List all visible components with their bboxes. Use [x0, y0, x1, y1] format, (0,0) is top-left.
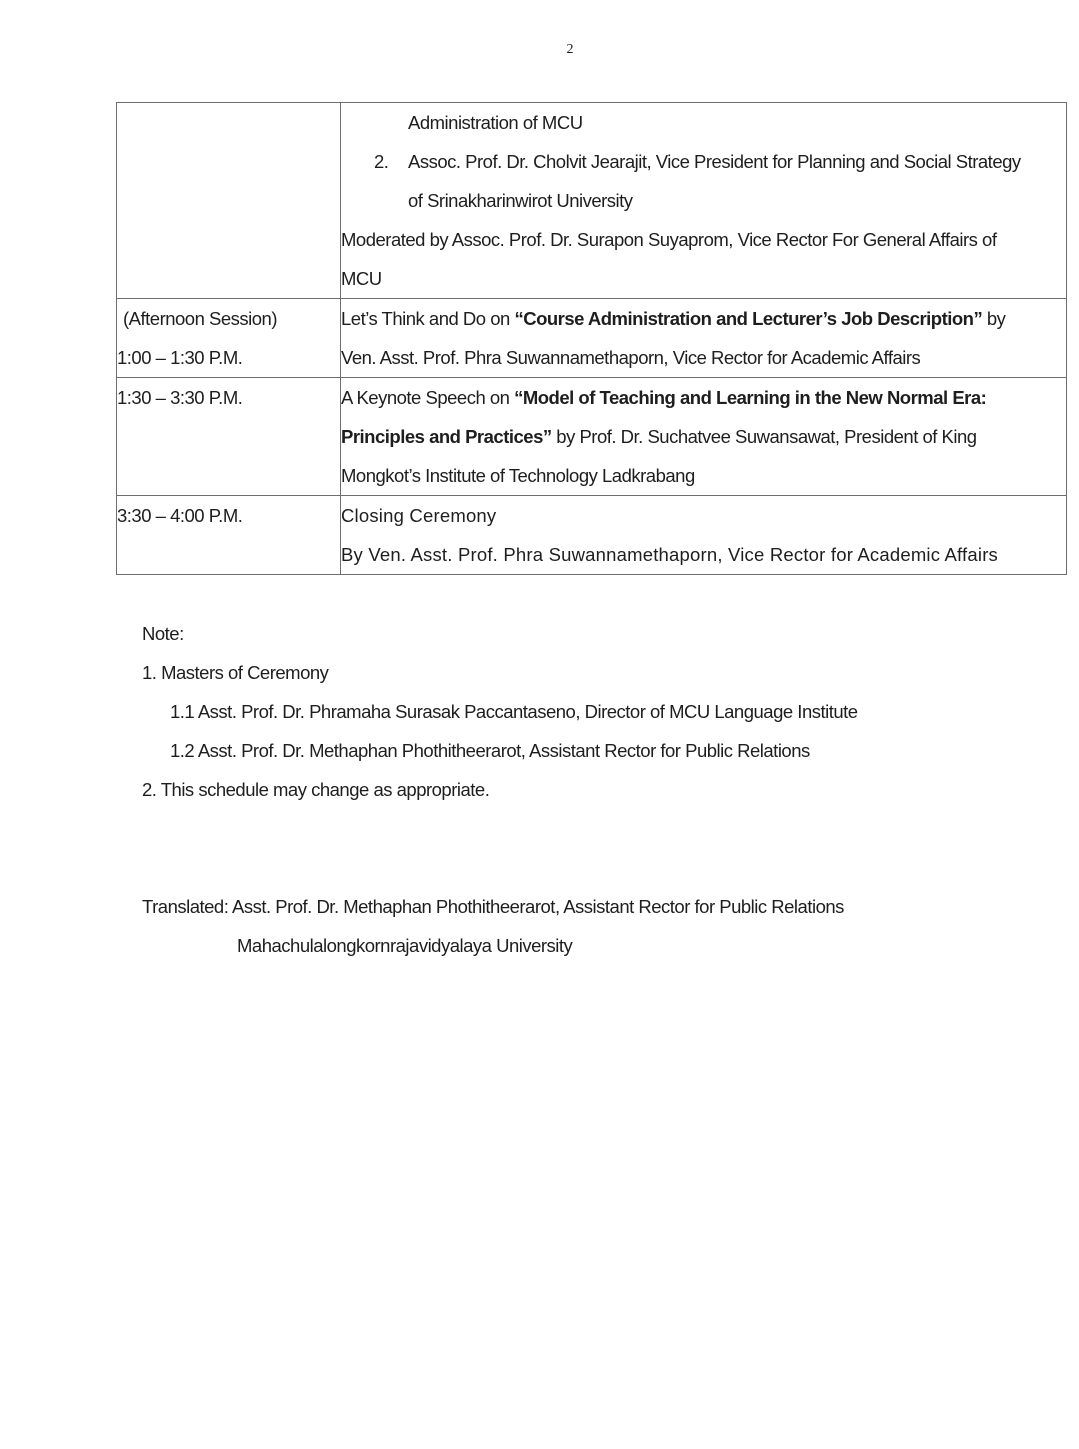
page-number: 2 [566, 42, 574, 57]
time-cell [117, 299, 341, 378]
time-range: 1:30 – 3:30 P.M. [117, 387, 243, 408]
schedule-change-note: 2. This schedule may change as appropriate. [142, 779, 490, 800]
schedule-table [116, 102, 1067, 575]
table-row [117, 299, 1067, 378]
translator-credit [142, 887, 844, 965]
table-row [117, 496, 1067, 575]
keynote-title-continued: Principles and Practices” [341, 426, 552, 447]
presenter-line: Ven. Asst. Prof. Phra Suwannamethaporn, Vice Rector for Academic Affairs [341, 347, 921, 368]
keynote-line [341, 417, 1066, 456]
table-row [117, 103, 1067, 299]
time-cell [117, 103, 341, 299]
continued-text: Administration of MCU [408, 112, 583, 133]
time-range: 3:30 – 4:00 P.M. [117, 505, 243, 526]
list-number: 2. [374, 151, 389, 172]
activity-title: “Course Administration and Lecturer’s Job Description” [514, 308, 983, 329]
translator-affiliation: Mahachulalongkornrajavidyalaya University [237, 935, 573, 956]
keynote-speaker-continued: Mongkot’s Institute of Technology Ladkrabang [341, 465, 695, 486]
list-item [341, 142, 1066, 181]
activity-suffix: by [982, 308, 1006, 329]
description-cell [341, 378, 1067, 496]
description-cell [341, 299, 1067, 378]
translator-line: Translated: Asst. Prof. Dr. Methaphan Phothitheerarot, Assistant Rector for Public Relations [142, 896, 844, 917]
keynote-prefix: A Keynote Speech on [341, 387, 515, 408]
time-cell [117, 496, 341, 575]
keynote-speaker: by Prof. Dr. Suchatvee Suwansawat, President of King [551, 426, 977, 447]
speaker-line-continued: of Srinakharinwirot University [408, 190, 633, 211]
closing-title: Closing Ceremony [341, 505, 497, 526]
notes-section [142, 614, 858, 809]
activity-prefix: Let’s Think and Do on [341, 308, 515, 329]
time-cell [117, 378, 341, 496]
keynote-line [341, 378, 1066, 417]
description-cell [341, 496, 1067, 575]
list-item: 1.2 Asst. Prof. Dr. Methaphan Phothitheerarot, Assistant Rector for Public Relations [170, 740, 810, 761]
time-range: 1:00 – 1:30 P.M. [117, 347, 243, 368]
closing-presenter: By Ven. Asst. Prof. Phra Suwannamethaporn, Vice Rector for Academic Affairs [341, 544, 999, 565]
masters-of-ceremony-heading: 1. Masters of Ceremony [142, 662, 329, 683]
moderator-line-continued: MCU [341, 268, 382, 289]
description-cell [341, 103, 1067, 299]
keynote-title: “Model of Teaching and Learning in the New Normal Era: [514, 387, 987, 408]
speaker-line: Assoc. Prof. Dr. Cholvit Jearajit, Vice President for Planning and Social Strategy [408, 151, 1021, 172]
session-label: (Afternoon Session) [123, 308, 278, 329]
moderator-line: Moderated by Assoc. Prof. Dr. Surapon Suyaprom, Vice Rector For General Affairs of [341, 229, 997, 250]
activity-line [341, 299, 1066, 338]
list-item: 1.1 Asst. Prof. Dr. Phramaha Surasak Paccantaseno, Director of MCU Language Institute [170, 701, 858, 722]
table-row [117, 378, 1067, 496]
notes-heading: Note: [142, 623, 184, 644]
